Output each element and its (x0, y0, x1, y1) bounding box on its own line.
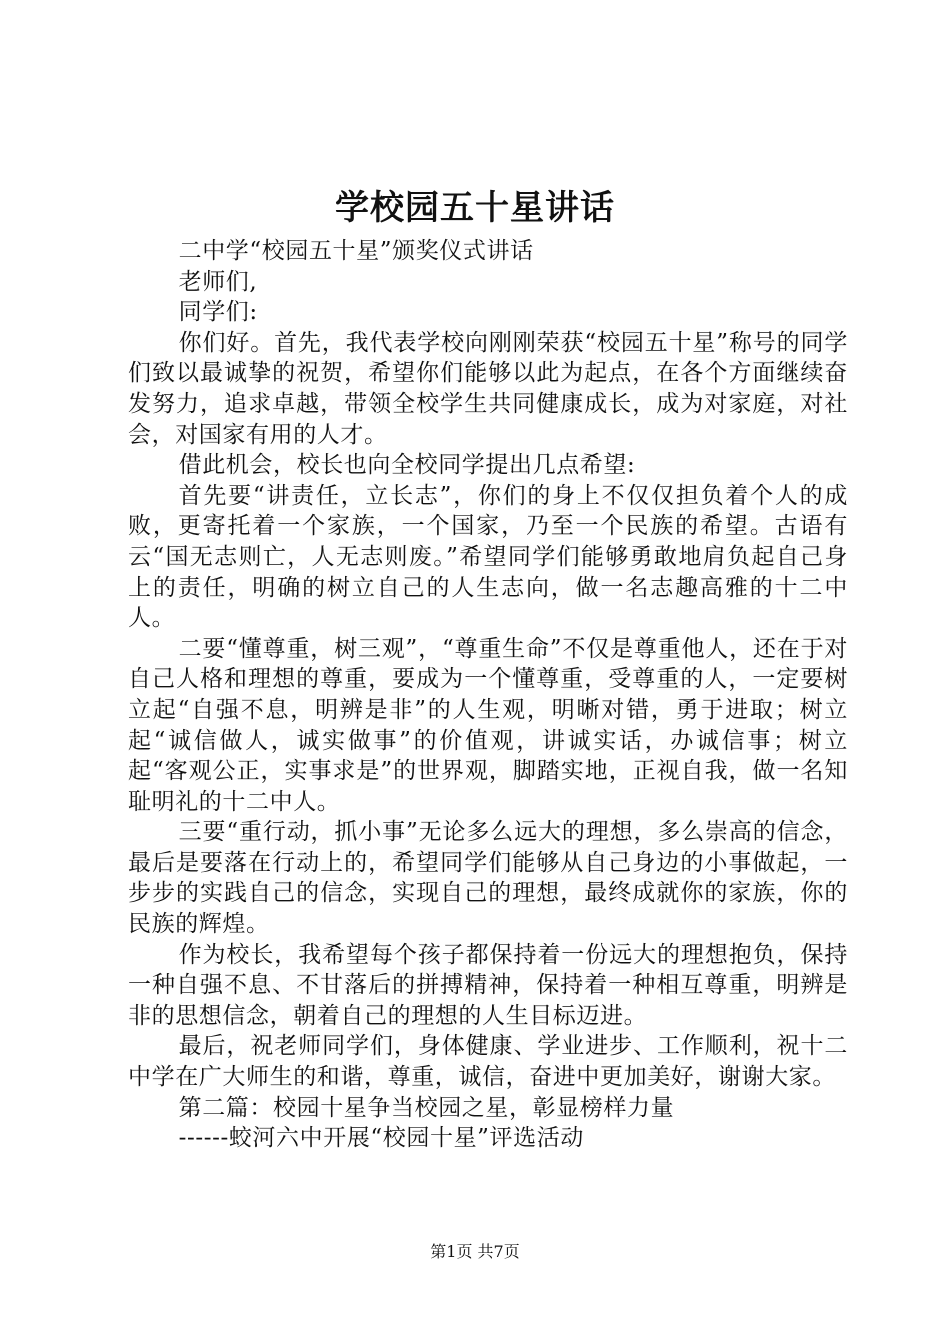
page-number-footer: 第1页 共7页 (430, 1242, 520, 1261)
paragraph-second-article-subtitle: ------蛟河六中开展“校园十星”评选活动 (178, 1125, 584, 1152)
document-title: 学校园五十星讲话 (335, 188, 615, 228)
paragraph-hopes-intro: 借此机会，校长也向全校同学提出几点希望: (178, 452, 636, 479)
paragraph-hope-3: 三要“重行动，抓小事”无论多么远大的理想，多么崇高的信念，最后是要落在行动上的，希望同学们能够从自己身边的小事做起，一步步的实践自己的信念，实现自己的理想，最终成就你的家族，你的民族的辉煌。 (128, 819, 848, 938)
paragraph-greeting-teachers: 老师们, (178, 268, 258, 295)
paragraph-hope-2: 二要“懂尊重，树三观”，“尊重生命”不仅是尊重他人，还在于对自己人格和理想的尊重，要成为一个懂尊重，受尊重的人，一定要树立起“自强不息，明辨是非”的人生观，明晰对错，勇于进取；树立起“诚信做人，诚实做事”的价值观，讲诚实话，办诚信事；树立起“客观公正，实事求是”的世界观，脚踏实地，正视自我，做一名知耻明礼的十二中人。 (128, 635, 848, 815)
paragraph-closing: 最后，祝老师同学们，身体健康、学业进步、工作顺利，祝十二中学在广大师生的和谐，尊重，诚信，奋进中更加美好，谢谢大家。 (128, 1033, 848, 1091)
paragraph-subtitle: 二中学“校园五十星”颁奖仪式讲话 (178, 238, 534, 264)
paragraph-opening: 你们好。首先，我代表学校向刚刚荣获“校园五十星”称号的同学们致以最诚挚的祝贺，希望你们能够以此为起点，在各个方面继续奋发努力，追求卓越，带领全校学生共同健康成长，成为对家庭，对社会，对国家有用的人才。 (128, 329, 848, 448)
paragraph-second-article-title: 第二篇：校园十星争当校园之星，彰显榜样力量 (178, 1094, 675, 1121)
paragraph-greeting-students: 同学们: (178, 299, 258, 326)
paragraph-principal-wish: 作为校长，我希望每个孩子都保持着一份远大的理想抱负，保持一种自强不息、不甘落后的拼搏精神，保持着一种相互尊重，明辨是非的思想信念，朝着自己的理想的人生目标迈进。 (128, 941, 848, 1029)
document-body (128, 236, 848, 1154)
paragraph-hope-1: 首先要“讲责任，立长志”，你们的身上不仅仅担负着个人的成败，更寄托着一个家族，一个国家，乃至一个民族的希望。古语有云“国无志则亡，人无志则废。”希望同学们能够勇敢地肩负起自己身上的责任，明确的树立自己的人生志向，做一名志趣高雅的十二中人。 (128, 482, 848, 632)
